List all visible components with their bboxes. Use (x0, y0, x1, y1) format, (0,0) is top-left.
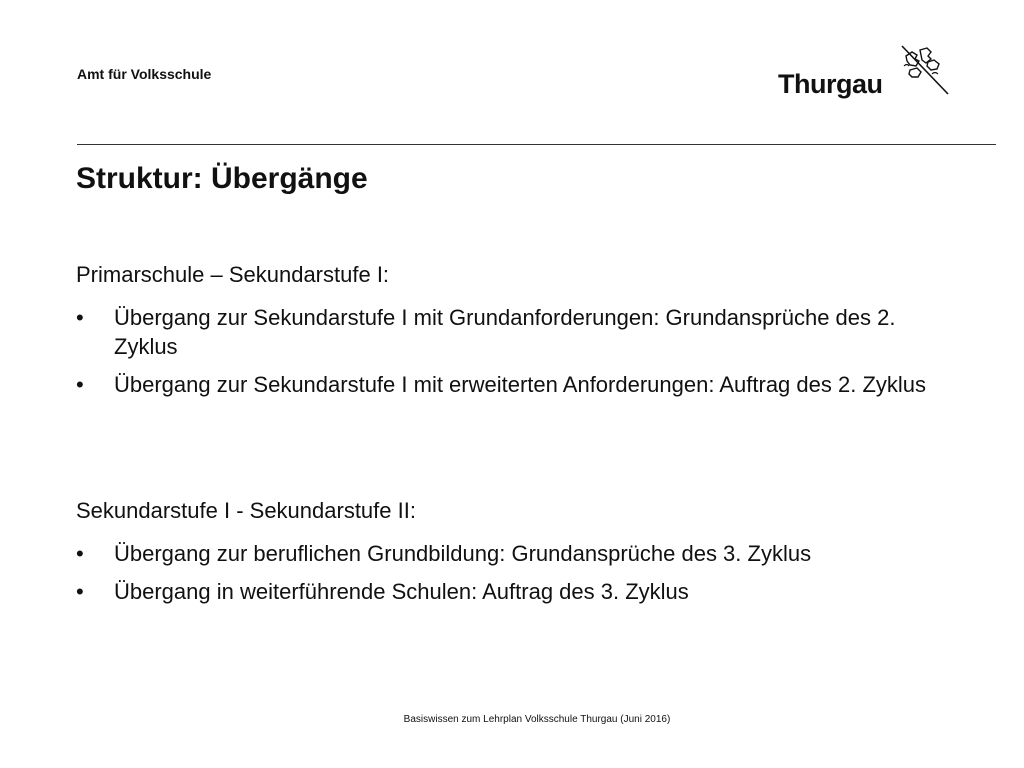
list-item-text: Übergang zur Sekundarstufe I mit Grundanforderungen: Grundansprüche des 2. Zyklus (114, 305, 896, 359)
bullet-icon: • (76, 305, 84, 330)
section-heading-primary: Primarschule – Sekundarstufe I: (76, 262, 390, 287)
list-item (76, 539, 956, 568)
list-item (76, 303, 956, 361)
bullet-list-secondary (76, 539, 956, 615)
section-heading-secondary: Sekundarstufe I - Sekundarstufe II: (76, 498, 416, 523)
footer-text: Basiswissen zum Lehrplan Volksschule Thurgau (Juni 2016) (403, 714, 671, 725)
list-item (76, 370, 956, 399)
list-item-text: Übergang zur beruflichen Grundbildung: Grundansprüche des 3. Zyklus (114, 541, 812, 566)
list-item (76, 577, 956, 606)
coat-of-arms-icon (898, 44, 950, 96)
header-divider (77, 144, 996, 145)
org-label: Amt für Volksschule (77, 66, 212, 82)
list-item-text: Übergang zur Sekundarstufe I mit erweiterten Anforderungen: Auftrag des 2. Zyklus (114, 372, 927, 397)
bullet-list-primary (76, 303, 956, 408)
slide-title: Struktur: Übergänge (76, 162, 368, 195)
logo-text: Thurgau (778, 69, 883, 99)
bullet-icon: • (76, 372, 84, 397)
list-item-text: Übergang in weiterführende Schulen: Auftrag des 3. Zyklus (114, 579, 689, 604)
thurgau-logo (778, 44, 950, 106)
bullet-icon: • (76, 579, 84, 604)
bullet-icon: • (76, 541, 84, 566)
